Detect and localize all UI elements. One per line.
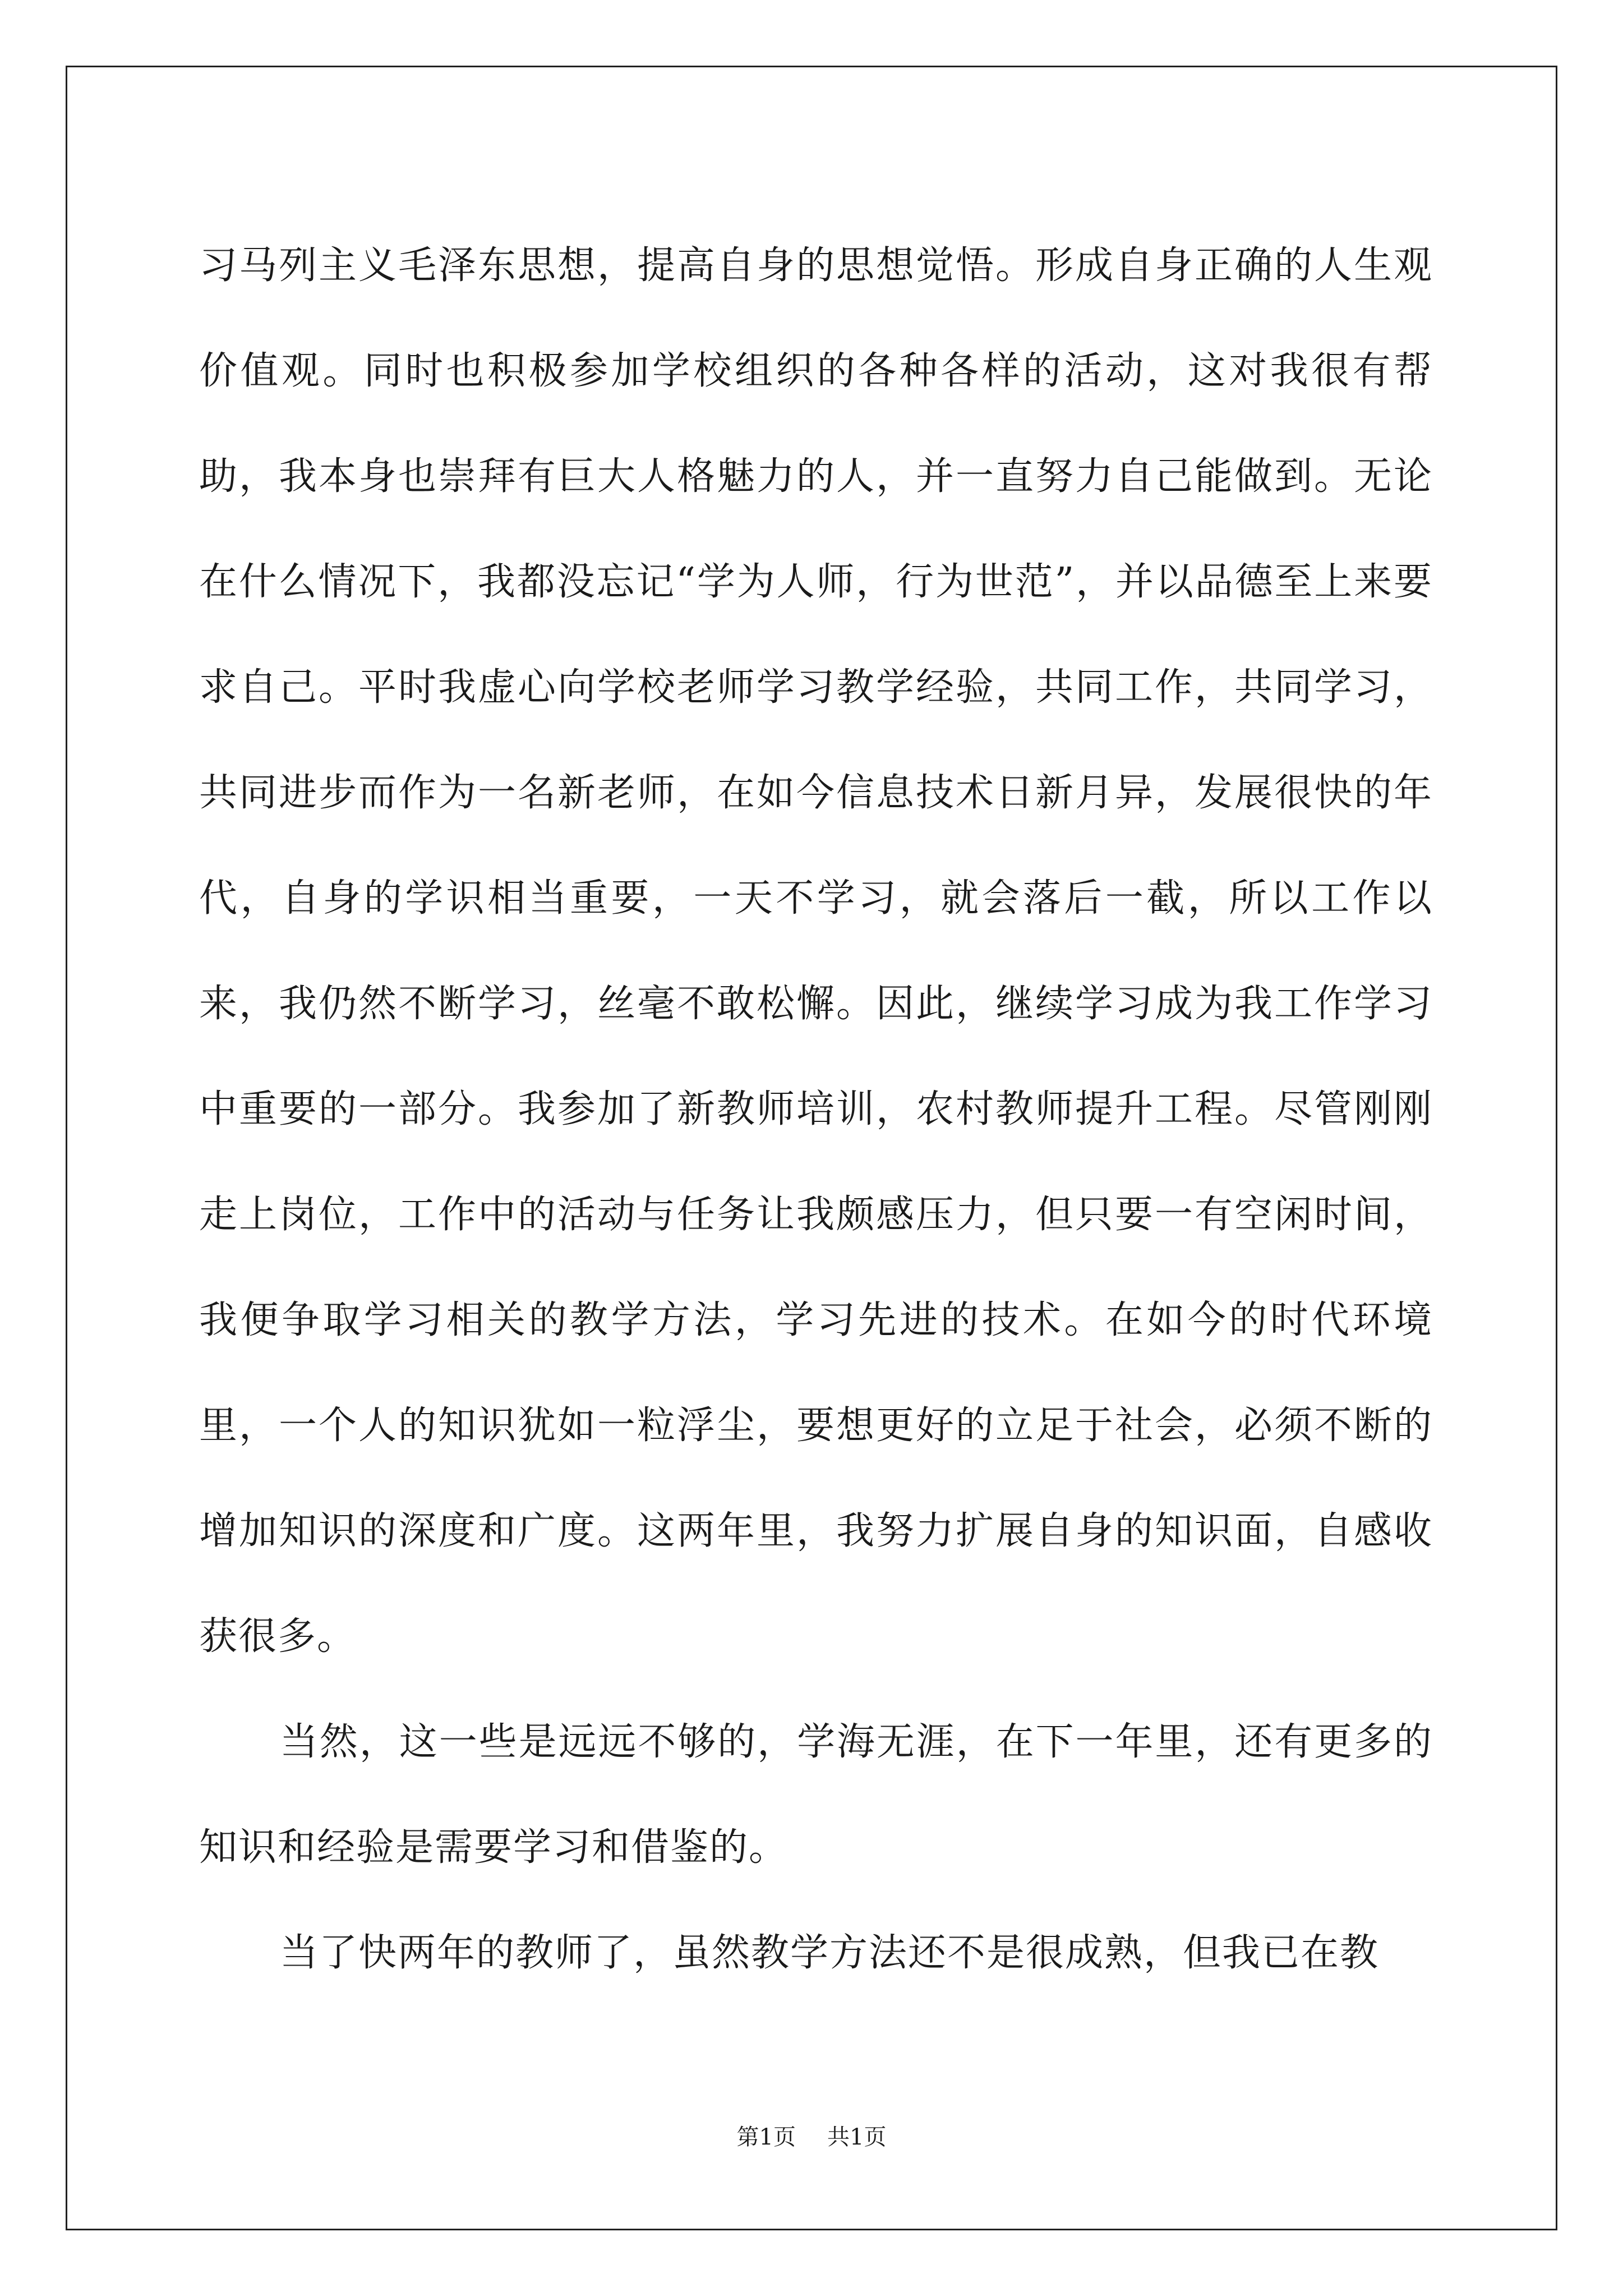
- page-number-current: 第1页: [736, 2124, 796, 2150]
- paragraph: 当然，这一些是远远不够的，学海无涯，在下一年里，还有更多的知识和经验是需要学习和借鉴的。: [199, 1720, 1433, 1870]
- document-body: [199, 213, 1433, 2006]
- paragraph: 当了快两年的教师了，虽然教学方法还不是很成熟，但我已在教: [280, 1931, 1380, 1975]
- page-footer: [0, 2123, 1623, 2151]
- paragraph: 习马列主义毛泽东思想，提高自身的思想觉悟。形成自身正确的人生观价值观。同时也积极参加学校组织的各种各样的活动，这对我很有帮助，我本身也崇拜有巨大人格魅力的人，并一直努力自己能做到。无论在什么情况下，我都没忘记“学为人师，行为世范”，并以品德至上来要求自己。平时我虚心向学校老师学习教学经验，共同工作，共同学习，共同进步而作为一名新老师，在如今信息技术日新月异，发展很快的年代，自身的学识相当重要，一天不学习，就会落后一截，所以工作以来，我仍然不断学习，丝毫不敢松懈。因此，继续学习成为我工作学习中重要的一部分。我参加了新教师培训，农村教师提升工程。尽管刚刚走上岗位，工作中的活动与任务让我颇感压力，但只要一有空闲时间，我便争取学习相关的教学方法，学习先进的技术。在如今的时代环境里，一个人的知识犹如一粒浮尘，要想更好的立足于社会，必须不断的增加知识的深度和广度。这两年里，我努力扩展自身的知识面，自感收获很多。: [199, 243, 1433, 1659]
- page-number-total: 共1页: [827, 2124, 887, 2150]
